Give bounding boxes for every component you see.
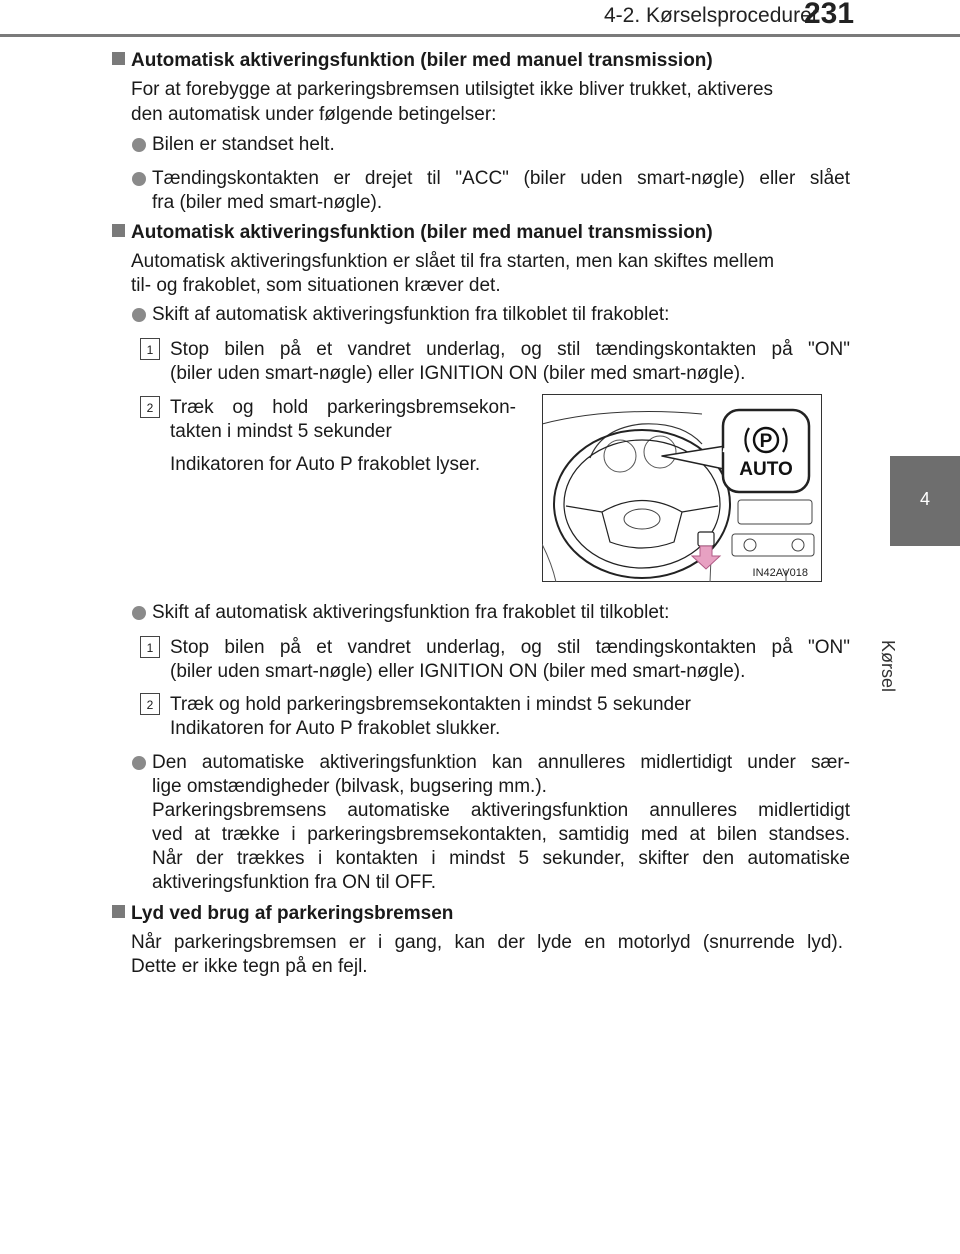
step-number-box: 1: [140, 338, 160, 360]
round-bullet-icon: [132, 138, 146, 152]
auto-p-letter: P: [759, 431, 773, 452]
section1-heading: Automatisk aktiveringsfunktion (biler med manuel transmission): [112, 49, 713, 73]
auto-p-text: AUTO: [739, 459, 793, 480]
square-bullet-icon: [112, 52, 125, 65]
section2-heading: Automatisk aktiveringsfunktion (biler med manuel transmission): [112, 221, 713, 245]
b-step1-line1: Stop bilen på et vandret underlag, og stil tændingskontakten på "ON": [170, 637, 850, 658]
section1-intro-1: For at forebygge at parkeringsbremsen utilsigtet ikke bliver trukket, aktiveres: [131, 79, 774, 100]
b-step1-line2: (biler uden smart-nøgle) eller IGNITION ON (biler med smart-nøgle).: [170, 661, 746, 682]
bullet-enable: Skift af automatisk aktiveringsfunktion fra frakoblet til tilkoblet:: [152, 602, 670, 623]
bulletC-line6: aktiveringsfunktion fra ON til OFF.: [152, 872, 437, 893]
bulletC-line5: Når der trækkes i kontakten i mindst 5 sekunder, skifter den automatiske: [152, 848, 850, 869]
a-step2-note: Indikatoren for Auto P frakoblet lyser.: [170, 454, 481, 475]
bulletC-line1: Den automatiske aktiveringsfunktion kan annulleres midlertidigt under sær-: [152, 752, 850, 773]
a-step2-line1: Træk og hold parkeringsbremsekon-: [170, 397, 516, 418]
section-title: 4-2. Kørselsprocedurer: [604, 4, 819, 27]
section3-line1: Når parkeringsbremsen er i gang, kan der lyde en motorlyd (snurrende lyd).: [131, 932, 843, 953]
section3-heading: Lyd ved brug af parkeringsbremsen: [112, 902, 453, 926]
section1-bullet-2b: fra (biler med smart-nøgle).: [152, 192, 383, 213]
round-bullet-icon: [132, 606, 146, 620]
step-number-box: 2: [140, 396, 160, 418]
figure-code: IN42AV018: [752, 567, 808, 579]
page-header: [0, 0, 960, 40]
section1-intro-2: den automatisk under følgende betingelser:: [131, 104, 497, 125]
section2-intro-1: Automatisk aktiveringsfunktion er slået til fra starten, men kan skiftes mellem: [131, 251, 775, 272]
chapter-number: 4: [919, 489, 930, 509]
a-step1-line2: (biler uden smart-nøgle) eller IGNITION ON (biler med smart-nøgle).: [170, 363, 746, 384]
round-bullet-icon: [132, 172, 146, 186]
section2-intro-2: til- og frakoblet, som situationen kræver det.: [131, 275, 501, 296]
bulletC-line2: lige omstændigheder (bilvask, bugsering mm.).: [152, 776, 547, 797]
step-number-box: 2: [140, 693, 160, 715]
bulletC-line4: ved at trække i parkeringsbremsekontakten, samtidig med at bilen standses.: [152, 824, 850, 845]
a-step2-line2: takten i mindst 5 sekunder: [170, 421, 392, 442]
section1-bullet-1: Bilen er standset helt.: [152, 134, 335, 155]
square-bullet-icon: [112, 905, 125, 918]
parking-brake-illustration: [542, 394, 822, 582]
page-number: 231: [804, 0, 855, 30]
chapter-label: Kørsel: [878, 640, 898, 693]
round-bullet-icon: [132, 756, 146, 770]
square-bullet-icon: [112, 224, 125, 237]
b-step2-line1: Træk og hold parkeringsbremsekontakten i mindst 5 sekunder: [170, 694, 691, 715]
dashboard-drawing: [542, 394, 822, 582]
b-step2-line2: Indikatoren for Auto P frakoblet slukker.: [170, 718, 501, 739]
chapter-tab: [890, 456, 960, 546]
a-step1-line1: Stop bilen på et vandret underlag, og stil tændingskontakten på "ON": [170, 339, 850, 360]
section1-bullet-2a: Tændingskontakten er drejet til "ACC" (biler uden smart-nøgle) eller slået: [152, 168, 850, 189]
step-number-box: 1: [140, 636, 160, 658]
header-rule: [0, 34, 960, 37]
bulletC-line3: Parkeringsbremsens automatiske aktiveringsfunktion annulleres midlertidigt: [152, 800, 850, 821]
bullet-disable: Skift af automatisk aktiveringsfunktion fra tilkoblet til frakoblet:: [152, 304, 670, 325]
section3-line2: Dette er ikke tegn på en fejl.: [131, 956, 368, 977]
round-bullet-icon: [132, 308, 146, 322]
chapter-label-area: [878, 550, 960, 693]
